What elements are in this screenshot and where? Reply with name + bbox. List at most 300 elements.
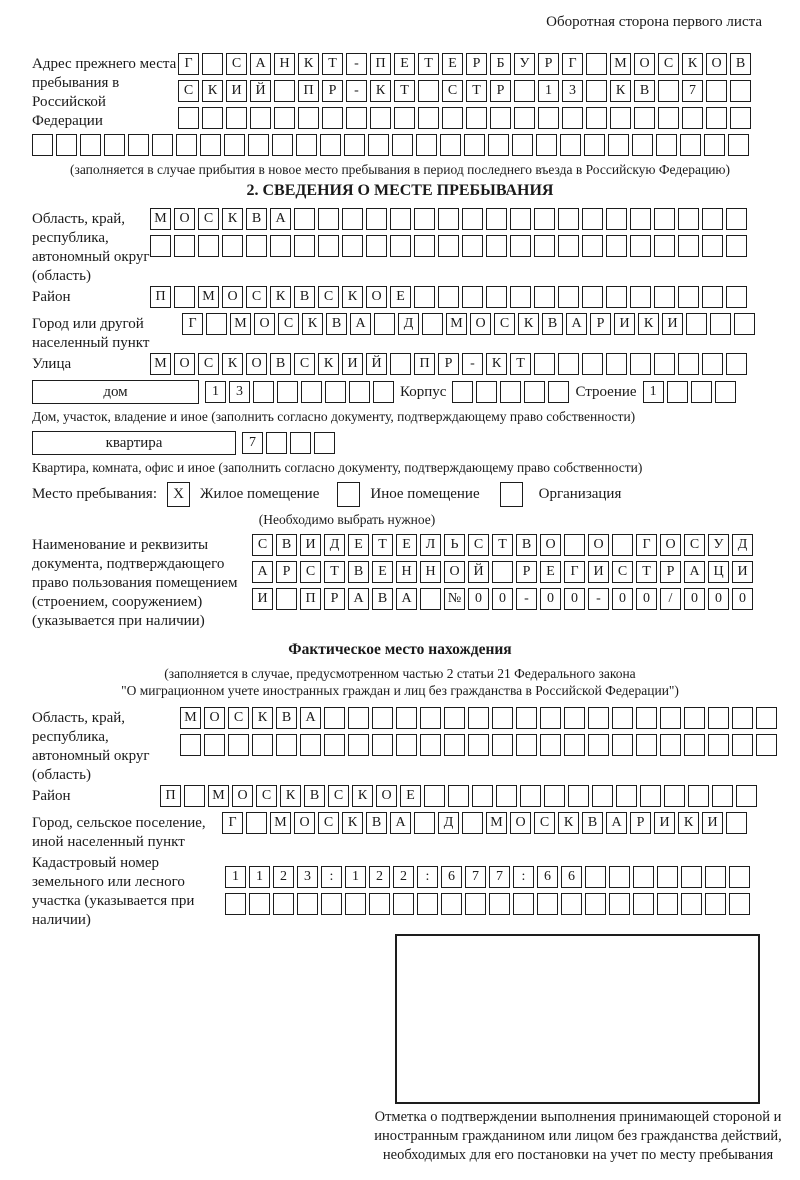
char-cell[interactable]: О xyxy=(222,286,243,308)
char-cell[interactable]: С xyxy=(468,534,489,556)
char-cell[interactable] xyxy=(370,107,391,129)
char-cell[interactable] xyxy=(729,893,750,915)
char-cell[interactable] xyxy=(486,286,507,308)
char-cell[interactable] xyxy=(712,785,733,807)
char-cell[interactable] xyxy=(708,734,729,756)
char-cell[interactable] xyxy=(660,707,681,729)
char-cell[interactable]: 1 xyxy=(643,381,664,403)
char-cell[interactable] xyxy=(492,707,513,729)
char-cell[interactable] xyxy=(476,381,497,403)
char-cell[interactable]: О xyxy=(294,812,315,834)
char-cell[interactable] xyxy=(684,707,705,729)
char-cell[interactable]: - xyxy=(346,80,367,102)
char-cell[interactable]: Д xyxy=(732,534,753,556)
char-cell[interactable] xyxy=(702,208,723,230)
char-cell[interactable] xyxy=(516,734,537,756)
char-cell[interactable]: К xyxy=(678,812,699,834)
char-cell[interactable]: Г xyxy=(178,53,199,75)
char-cell[interactable]: : xyxy=(417,866,438,888)
char-cell[interactable] xyxy=(678,286,699,308)
char-cell[interactable]: И xyxy=(588,561,609,583)
char-cell[interactable]: 1 xyxy=(225,866,246,888)
char-cell[interactable]: К xyxy=(222,208,243,230)
char-cell[interactable] xyxy=(706,107,727,129)
char-cell[interactable]: Е xyxy=(394,53,415,75)
char-cell[interactable] xyxy=(390,208,411,230)
char-cell[interactable]: В xyxy=(294,286,315,308)
char-cell[interactable] xyxy=(592,785,613,807)
char-cell[interactable]: К xyxy=(222,353,243,375)
char-cell[interactable]: В xyxy=(276,534,297,556)
char-cell[interactable] xyxy=(734,313,755,335)
char-cell[interactable]: М xyxy=(180,707,201,729)
char-cell[interactable]: М xyxy=(230,313,251,335)
char-cell[interactable] xyxy=(538,107,559,129)
char-cell[interactable]: О xyxy=(232,785,253,807)
char-cell[interactable] xyxy=(348,707,369,729)
apartment-type-box[interactable]: квартира xyxy=(32,431,236,455)
char-cell[interactable] xyxy=(440,134,461,156)
char-cell[interactable]: Д xyxy=(438,812,459,834)
char-cell[interactable]: О xyxy=(246,353,267,375)
char-cell[interactable] xyxy=(438,208,459,230)
char-cell[interactable]: Е xyxy=(348,534,369,556)
char-cell[interactable]: С xyxy=(300,561,321,583)
char-cell[interactable] xyxy=(394,107,415,129)
char-cell[interactable] xyxy=(252,734,273,756)
char-cell[interactable] xyxy=(180,734,201,756)
char-cell[interactable]: 7 xyxy=(242,432,263,454)
char-cell[interactable]: П xyxy=(150,286,171,308)
char-cell[interactable]: - xyxy=(346,53,367,75)
char-cell[interactable] xyxy=(633,893,654,915)
char-cell[interactable] xyxy=(510,235,531,257)
char-cell[interactable] xyxy=(202,53,223,75)
char-cell[interactable] xyxy=(558,286,579,308)
char-cell[interactable] xyxy=(462,812,483,834)
char-cell[interactable] xyxy=(534,353,555,375)
char-cell[interactable] xyxy=(560,134,581,156)
char-cell[interactable] xyxy=(372,707,393,729)
char-cell[interactable]: С xyxy=(256,785,277,807)
char-cell[interactable] xyxy=(198,235,219,257)
char-cell[interactable]: П xyxy=(300,588,321,610)
char-cell[interactable]: О xyxy=(376,785,397,807)
char-cell[interactable]: Е xyxy=(396,534,417,556)
char-cell[interactable] xyxy=(706,80,727,102)
checkbox-other-premises[interactable] xyxy=(337,482,360,507)
char-cell[interactable] xyxy=(688,785,709,807)
char-cell[interactable] xyxy=(510,208,531,230)
char-cell[interactable]: К xyxy=(302,313,323,335)
char-cell[interactable] xyxy=(325,381,346,403)
char-cell[interactable] xyxy=(558,353,579,375)
char-cell[interactable]: Д xyxy=(324,534,345,556)
char-cell[interactable] xyxy=(486,208,507,230)
char-cell[interactable]: Е xyxy=(372,561,393,583)
char-cell[interactable]: И xyxy=(732,561,753,583)
char-cell[interactable] xyxy=(324,707,345,729)
char-cell[interactable] xyxy=(608,134,629,156)
char-cell[interactable]: У xyxy=(514,53,535,75)
char-cell[interactable] xyxy=(249,893,270,915)
char-cell[interactable] xyxy=(228,734,249,756)
char-cell[interactable] xyxy=(226,107,247,129)
char-cell[interactable] xyxy=(297,893,318,915)
char-cell[interactable] xyxy=(270,235,291,257)
char-cell[interactable] xyxy=(729,866,750,888)
char-cell[interactable]: Т xyxy=(466,80,487,102)
char-cell[interactable] xyxy=(418,80,439,102)
char-cell[interactable] xyxy=(414,812,435,834)
char-cell[interactable]: 2 xyxy=(273,866,294,888)
char-cell[interactable]: К xyxy=(558,812,579,834)
char-cell[interactable]: К xyxy=(280,785,301,807)
char-cell[interactable] xyxy=(756,707,777,729)
char-cell[interactable]: А xyxy=(348,588,369,610)
char-cell[interactable] xyxy=(222,235,243,257)
char-cell[interactable] xyxy=(634,107,655,129)
char-cell[interactable]: С xyxy=(328,785,349,807)
char-cell[interactable] xyxy=(396,734,417,756)
char-cell[interactable] xyxy=(612,734,633,756)
char-cell[interactable] xyxy=(715,381,736,403)
char-cell[interactable]: Т xyxy=(394,80,415,102)
char-cell[interactable] xyxy=(465,893,486,915)
char-cell[interactable] xyxy=(708,707,729,729)
char-cell[interactable] xyxy=(178,107,199,129)
char-cell[interactable] xyxy=(564,707,585,729)
char-cell[interactable] xyxy=(736,785,757,807)
char-cell[interactable]: 3 xyxy=(562,80,583,102)
char-cell[interactable] xyxy=(612,707,633,729)
char-cell[interactable]: - xyxy=(588,588,609,610)
char-cell[interactable] xyxy=(658,107,679,129)
char-cell[interactable] xyxy=(678,353,699,375)
char-cell[interactable] xyxy=(544,785,565,807)
char-cell[interactable] xyxy=(640,785,661,807)
char-cell[interactable] xyxy=(606,235,627,257)
char-cell[interactable] xyxy=(345,893,366,915)
char-cell[interactable] xyxy=(664,785,685,807)
char-cell[interactable] xyxy=(276,734,297,756)
char-cell[interactable] xyxy=(300,734,321,756)
char-cell[interactable]: Ц xyxy=(708,561,729,583)
char-cell[interactable]: К xyxy=(270,286,291,308)
checkbox-organization[interactable] xyxy=(500,482,523,507)
char-cell[interactable]: В xyxy=(326,313,347,335)
char-cell[interactable] xyxy=(348,734,369,756)
char-cell[interactable] xyxy=(682,107,703,129)
char-cell[interactable]: И xyxy=(654,812,675,834)
char-cell[interactable] xyxy=(324,734,345,756)
char-cell[interactable] xyxy=(246,235,267,257)
char-cell[interactable]: К xyxy=(252,707,273,729)
char-cell[interactable]: Т xyxy=(418,53,439,75)
char-cell[interactable] xyxy=(298,107,319,129)
char-cell[interactable] xyxy=(702,286,723,308)
char-cell[interactable]: А xyxy=(684,561,705,583)
char-cell[interactable] xyxy=(705,893,726,915)
char-cell[interactable]: Р xyxy=(660,561,681,583)
char-cell[interactable] xyxy=(462,286,483,308)
char-cell[interactable]: В xyxy=(304,785,325,807)
char-cell[interactable]: В xyxy=(542,313,563,335)
char-cell[interactable] xyxy=(536,134,557,156)
char-cell[interactable] xyxy=(174,286,195,308)
char-cell[interactable] xyxy=(366,235,387,257)
char-cell[interactable] xyxy=(318,235,339,257)
char-cell[interactable] xyxy=(558,208,579,230)
char-cell[interactable] xyxy=(564,534,585,556)
char-cell[interactable]: Р xyxy=(466,53,487,75)
char-cell[interactable] xyxy=(468,707,489,729)
char-cell[interactable]: К xyxy=(610,80,631,102)
char-cell[interactable]: 3 xyxy=(297,866,318,888)
char-cell[interactable] xyxy=(321,893,342,915)
char-cell[interactable] xyxy=(728,134,749,156)
char-cell[interactable] xyxy=(684,734,705,756)
char-cell[interactable] xyxy=(301,381,322,403)
char-cell[interactable]: В xyxy=(270,353,291,375)
char-cell[interactable]: М xyxy=(486,812,507,834)
char-cell[interactable]: И xyxy=(342,353,363,375)
char-cell[interactable] xyxy=(342,235,363,257)
char-cell[interactable]: С xyxy=(198,208,219,230)
char-cell[interactable]: Н xyxy=(420,561,441,583)
char-cell[interactable] xyxy=(489,893,510,915)
char-cell[interactable] xyxy=(612,534,633,556)
char-cell[interactable] xyxy=(490,107,511,129)
char-cell[interactable] xyxy=(710,313,731,335)
char-cell[interactable] xyxy=(414,208,435,230)
char-cell[interactable] xyxy=(606,353,627,375)
char-cell[interactable]: 0 xyxy=(564,588,585,610)
char-cell[interactable] xyxy=(585,866,606,888)
char-cell[interactable] xyxy=(290,432,311,454)
char-cell[interactable]: К xyxy=(518,313,539,335)
char-cell[interactable] xyxy=(660,734,681,756)
char-cell[interactable]: Р xyxy=(630,812,651,834)
char-cell[interactable] xyxy=(274,107,295,129)
char-cell[interactable] xyxy=(416,134,437,156)
char-cell[interactable]: К xyxy=(638,313,659,335)
char-cell[interactable] xyxy=(584,134,605,156)
char-cell[interactable] xyxy=(492,734,513,756)
char-cell[interactable] xyxy=(452,381,473,403)
char-cell[interactable] xyxy=(441,893,462,915)
char-cell[interactable]: В xyxy=(246,208,267,230)
char-cell[interactable] xyxy=(174,235,195,257)
char-cell[interactable] xyxy=(636,734,657,756)
house-type-box[interactable]: дом xyxy=(32,380,199,404)
char-cell[interactable]: Г xyxy=(564,561,585,583)
char-cell[interactable] xyxy=(558,235,579,257)
char-cell[interactable] xyxy=(246,812,267,834)
char-cell[interactable] xyxy=(496,785,517,807)
char-cell[interactable] xyxy=(462,208,483,230)
char-cell[interactable] xyxy=(630,208,651,230)
char-cell[interactable] xyxy=(462,235,483,257)
char-cell[interactable] xyxy=(152,134,173,156)
char-cell[interactable]: О xyxy=(204,707,225,729)
char-cell[interactable] xyxy=(657,866,678,888)
char-cell[interactable]: С xyxy=(612,561,633,583)
char-cell[interactable]: И xyxy=(702,812,723,834)
char-cell[interactable]: Р xyxy=(538,53,559,75)
char-cell[interactable] xyxy=(681,866,702,888)
char-cell[interactable]: С xyxy=(294,353,315,375)
char-cell[interactable] xyxy=(414,286,435,308)
char-cell[interactable] xyxy=(512,134,533,156)
char-cell[interactable]: 1 xyxy=(205,381,226,403)
char-cell[interactable] xyxy=(373,381,394,403)
char-cell[interactable]: Й xyxy=(250,80,271,102)
char-cell[interactable]: О xyxy=(706,53,727,75)
char-cell[interactable] xyxy=(420,707,441,729)
char-cell[interactable]: Р xyxy=(324,588,345,610)
char-cell[interactable]: О xyxy=(366,286,387,308)
char-cell[interactable] xyxy=(128,134,149,156)
char-cell[interactable]: - xyxy=(462,353,483,375)
char-cell[interactable]: С xyxy=(198,353,219,375)
char-cell[interactable] xyxy=(705,866,726,888)
char-cell[interactable] xyxy=(294,208,315,230)
char-cell[interactable] xyxy=(204,734,225,756)
char-cell[interactable] xyxy=(472,785,493,807)
char-cell[interactable] xyxy=(562,107,583,129)
char-cell[interactable] xyxy=(206,313,227,335)
char-cell[interactable] xyxy=(568,785,589,807)
char-cell[interactable]: А xyxy=(250,53,271,75)
char-cell[interactable] xyxy=(200,134,221,156)
char-cell[interactable]: М xyxy=(446,313,467,335)
char-cell[interactable] xyxy=(534,286,555,308)
char-cell[interactable]: К xyxy=(682,53,703,75)
char-cell[interactable] xyxy=(417,893,438,915)
char-cell[interactable]: О xyxy=(634,53,655,75)
char-cell[interactable]: С xyxy=(534,812,555,834)
char-cell[interactable] xyxy=(486,235,507,257)
char-cell[interactable] xyxy=(582,208,603,230)
char-cell[interactable]: К xyxy=(298,53,319,75)
char-cell[interactable]: С xyxy=(252,534,273,556)
char-cell[interactable] xyxy=(524,381,545,403)
char-cell[interactable]: Д xyxy=(398,313,419,335)
char-cell[interactable] xyxy=(630,235,651,257)
char-cell[interactable]: М xyxy=(270,812,291,834)
char-cell[interactable]: 0 xyxy=(612,588,633,610)
char-cell[interactable] xyxy=(656,134,677,156)
char-cell[interactable]: Г xyxy=(222,812,243,834)
char-cell[interactable]: В xyxy=(372,588,393,610)
char-cell[interactable]: Е xyxy=(400,785,421,807)
char-cell[interactable] xyxy=(726,208,747,230)
char-cell[interactable]: Н xyxy=(274,53,295,75)
char-cell[interactable] xyxy=(253,381,274,403)
char-cell[interactable]: О xyxy=(540,534,561,556)
char-cell[interactable] xyxy=(392,134,413,156)
char-cell[interactable]: Р xyxy=(276,561,297,583)
char-cell[interactable]: 2 xyxy=(369,866,390,888)
char-cell[interactable]: А xyxy=(396,588,417,610)
char-cell[interactable] xyxy=(390,235,411,257)
char-cell[interactable]: А xyxy=(566,313,587,335)
char-cell[interactable]: Т xyxy=(324,561,345,583)
char-cell[interactable]: : xyxy=(513,866,534,888)
char-cell[interactable]: О xyxy=(174,353,195,375)
char-cell[interactable]: 0 xyxy=(732,588,753,610)
char-cell[interactable]: О xyxy=(254,313,275,335)
char-cell[interactable]: И xyxy=(662,313,683,335)
char-cell[interactable]: В xyxy=(366,812,387,834)
char-cell[interactable]: Б xyxy=(490,53,511,75)
char-cell[interactable]: Т xyxy=(322,53,343,75)
char-cell[interactable] xyxy=(534,235,555,257)
char-cell[interactable]: Ь xyxy=(444,534,465,556)
char-cell[interactable] xyxy=(318,208,339,230)
char-cell[interactable] xyxy=(654,235,675,257)
char-cell[interactable]: 2 xyxy=(393,866,414,888)
char-cell[interactable] xyxy=(150,235,171,257)
char-cell[interactable] xyxy=(276,588,297,610)
char-cell[interactable] xyxy=(534,208,555,230)
char-cell[interactable] xyxy=(606,286,627,308)
char-cell[interactable]: А xyxy=(300,707,321,729)
char-cell[interactable]: О xyxy=(444,561,465,583)
char-cell[interactable] xyxy=(681,893,702,915)
char-cell[interactable]: С xyxy=(442,80,463,102)
char-cell[interactable] xyxy=(342,208,363,230)
char-cell[interactable] xyxy=(585,893,606,915)
char-cell[interactable] xyxy=(633,866,654,888)
char-cell[interactable]: Н xyxy=(396,561,417,583)
char-cell[interactable] xyxy=(250,107,271,129)
char-cell[interactable] xyxy=(586,53,607,75)
char-cell[interactable]: О xyxy=(588,534,609,556)
char-cell[interactable]: С xyxy=(658,53,679,75)
char-cell[interactable]: № xyxy=(444,588,465,610)
char-cell[interactable]: С xyxy=(246,286,267,308)
char-cell[interactable] xyxy=(510,286,531,308)
char-cell[interactable]: В xyxy=(730,53,751,75)
char-cell[interactable]: 0 xyxy=(684,588,705,610)
char-cell[interactable]: С xyxy=(318,286,339,308)
char-cell[interactable] xyxy=(56,134,77,156)
char-cell[interactable]: К xyxy=(202,80,223,102)
char-cell[interactable] xyxy=(225,893,246,915)
char-cell[interactable] xyxy=(274,80,295,102)
char-cell[interactable]: / xyxy=(660,588,681,610)
char-cell[interactable]: Т xyxy=(636,561,657,583)
char-cell[interactable] xyxy=(468,734,489,756)
char-cell[interactable] xyxy=(322,107,343,129)
char-cell[interactable]: Р xyxy=(322,80,343,102)
char-cell[interactable] xyxy=(657,893,678,915)
char-cell[interactable]: М xyxy=(208,785,229,807)
char-cell[interactable] xyxy=(224,134,245,156)
char-cell[interactable]: К xyxy=(342,812,363,834)
char-cell[interactable]: 3 xyxy=(229,381,250,403)
char-cell[interactable] xyxy=(176,134,197,156)
char-cell[interactable] xyxy=(444,707,465,729)
char-cell[interactable] xyxy=(609,866,630,888)
char-cell[interactable]: 0 xyxy=(708,588,729,610)
char-cell[interactable] xyxy=(277,381,298,403)
char-cell[interactable]: Л xyxy=(420,534,441,556)
char-cell[interactable] xyxy=(366,208,387,230)
char-cell[interactable] xyxy=(730,107,751,129)
